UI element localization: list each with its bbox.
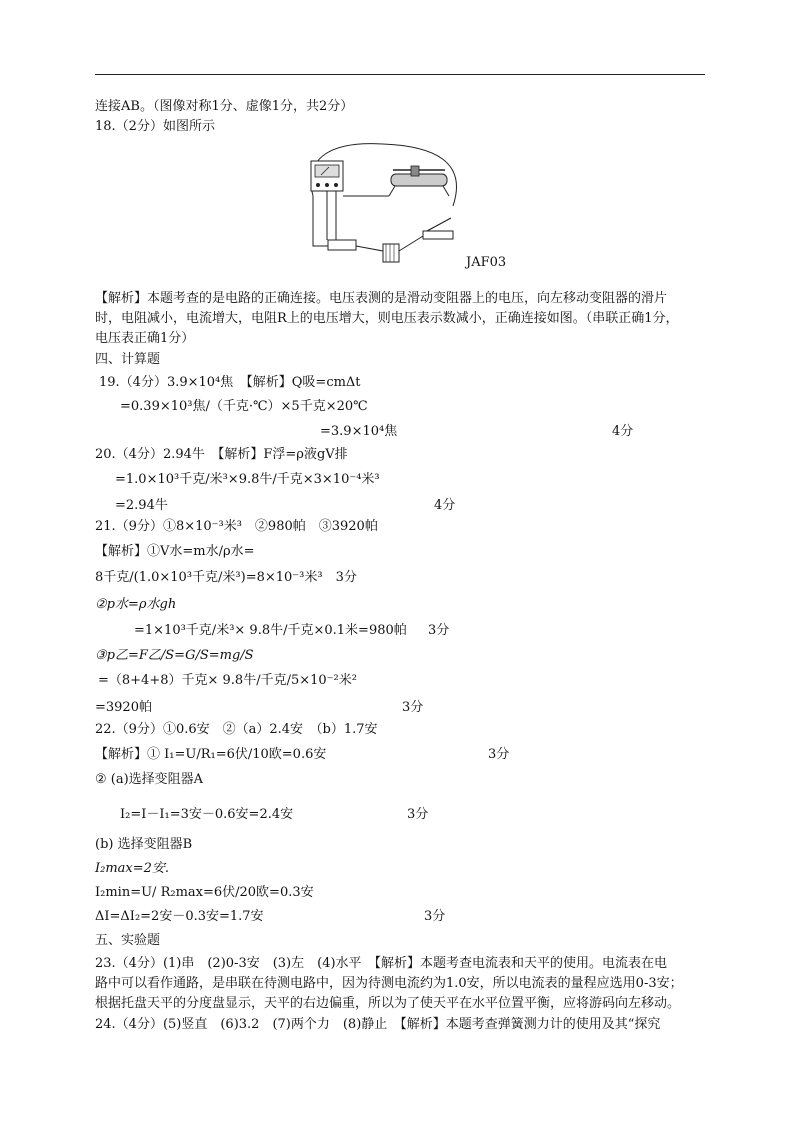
text-line: 连接AB。（图像对称1分、虚像1分，共2分） [95,99,354,114]
figure-label: JAF03 [466,255,507,270]
score-label: 3分 [402,700,424,715]
resistor-icon [328,240,356,250]
question-19-line: =3.9×10⁴焦 [320,424,398,439]
circuit-figure [293,136,463,276]
question-22-line: 【解析】① I₁=U/R₁=6伏/10欧=0.6安 [95,747,327,762]
score-label: 3分 [488,747,510,762]
question-22-line: ② (a)选择变阻器A [95,772,204,787]
voltmeter-icon [311,161,343,191]
question-18-heading: 18.（2分）如图所示 [95,119,215,134]
question-21-line: =（8+4+8）千克× 9.8牛/千克/5×10⁻²米² [98,673,357,688]
question-21-line: =1×10³千克/米³× 9.8牛/千克×0.1米=980帕 [134,623,407,638]
question-22-line: (b) 选择变阻器B [95,837,193,852]
question-24-line: 24.（4分）(5)竖直 (6)3.2 (7)两个力 (8)静止 【解析】本题考查弹簧测力计的使用及其“探究 [95,1017,661,1032]
question-22-line: ΔI=ΔI₂=2安－0.3安=1.7安 [95,909,264,924]
question-22-line: I₂max=2安. [95,861,170,876]
analysis-line: 【解析】本题考查的是电路的正确连接。电压表测的是滑动变阻器上的电压，向左移动变阻器的滑片 [95,291,668,306]
question-21-line: 8千克/(1.0×10³千克/米³)=8×10⁻³米³ 3分 [95,570,357,585]
question-21-line: ③p乙=F乙/S=G/S=mg/S [95,648,254,663]
analysis-line: 电压表正确1分） [95,331,195,346]
score-label: 3分 [407,807,429,822]
switch-icon [423,218,453,239]
question-20-line: =2.94牛 [115,498,168,513]
question-22-line: I₂=I－I₁=3安－0.6安=2.4安 [120,807,294,822]
score-label: 3分 [428,623,450,638]
header-rule [95,74,705,75]
question-20-line: =1.0×10³千克/米³×9.8牛/千克×3×10⁻⁴米³ [115,472,380,487]
question-21-line: =3920帕 [95,700,152,715]
score-label: 4分 [434,498,456,513]
question-23-line: 根据托盘天平的分度盘显示，天平的右边偏重，所以为了使天平在水平位置平衡，应将游码向左移动。 [95,996,681,1011]
section-heading-experiment: 五、实验题 [95,933,161,948]
question-23-line: 路中可以看作通路，是串联在待测电路中，因为待测电流约为1.0安，所以电流表的量程应选用0-3安； [95,976,683,991]
section-heading-calculation: 四、计算题 [95,352,161,367]
question-21-line: 【解析】①V水=m水/ρ水= [95,544,255,559]
question-21-line: ②p水=ρ水gh [95,597,177,612]
score-label: 4分 [612,424,634,439]
score-label: 3分 [424,909,446,924]
question-19-line: =0.39×10³焦/（千克·℃）×5千克×20℃ [120,399,368,414]
question-22-line: 22.（9分）①0.6安 ②（a）2.4安 （b）1.7安 [95,722,378,737]
rheostat-icon [389,166,449,196]
battery-icon [383,244,399,262]
question-23-line: 23.（4分）(1)串 (2)0-3安 (3)左 (4)水平 【解析】本题考查电流表和天平的使用。电流表在电 [95,956,668,971]
question-22-line: I₂min=U/ R₂max=6伏/20欧=0.3安 [95,885,314,900]
analysis-line: 时，电阻减小，电流增大，电阻R上的电压增大，则电压表示数减小，正确连接如图。（串联正确1分， [95,311,679,326]
question-21-line: 21.（9分）①8×10⁻³米³ ②980帕 ③3920帕 [95,519,378,534]
question-20-line: 20.（4分）2.94牛 【解析】F浮=ρ液gV排 [95,447,348,462]
question-19-line: 19.（4分）3.9×10⁴焦 【解析】Q吸=cmΔt [99,375,361,390]
